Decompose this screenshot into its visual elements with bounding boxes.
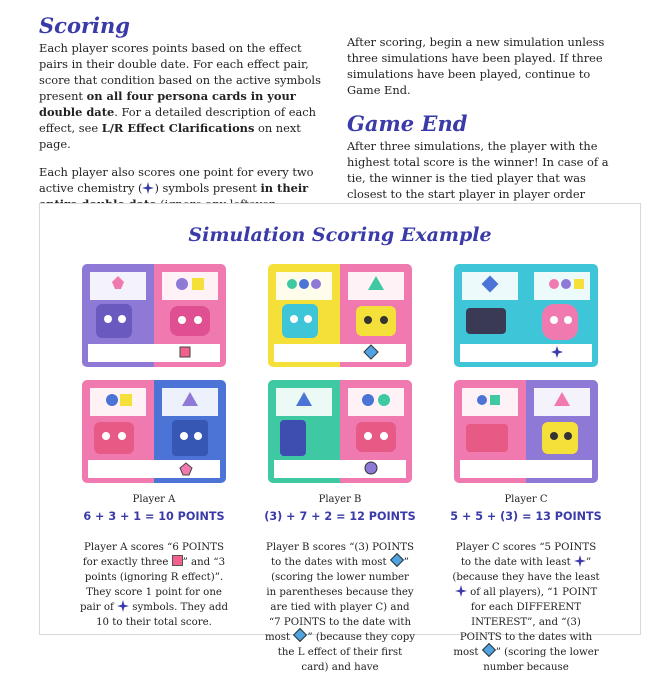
diamond-symbol-icon (293, 628, 307, 642)
player-a-name: Player A (132, 494, 176, 505)
game-end-paragraph: After three simulations, the player with the highest total score is the winner! In case of a tie, the winner is the tied player that was closest to the start player in player order (347, 139, 609, 201)
text-run: symbols. They add 10 to their total score. (96, 602, 229, 628)
text-run: . For a detailed description of each effect, see (39, 105, 317, 135)
player-c-description (451, 540, 601, 675)
text-run: of all players), “1 POINT for each DIFFERENT INTEREST”, and “(3) POINTS to the dates with most (453, 587, 598, 658)
scoring-heading: Scoring (39, 13, 130, 38)
player-b-score: (3) + 7 + 2 = 12 POINTS (264, 510, 416, 523)
scoring-paragraph-1 (39, 40, 322, 152)
diamond-symbol-icon (390, 553, 404, 567)
text-run: Each player scores points based on the effect pairs in their double date. For each effect pair, score that condition based on the active symbols present (39, 41, 321, 103)
card-player-a-bottom (82, 380, 226, 483)
square-symbol-icon (172, 555, 183, 566)
after-scoring-paragraph: After scoring, begin a new simulation unless three simulations have been played. If three simulations have been played, continue to Game End. (347, 35, 605, 97)
text-run: ” and “3 points (ignoring R effect)”. They score 1 point for one pair of (79, 557, 226, 613)
bold-run: on all four persona cards in your double date (39, 89, 296, 119)
text-run: Player A scores “6 POINTS for exactly three (82, 542, 224, 568)
diamond-symbol-icon (482, 643, 496, 657)
chemistry-icon (455, 585, 467, 597)
player-b-name: Player B (318, 494, 362, 505)
text-run: ” (scoring the lower number in parentheses because they are tied with player C) and “7 POINTS to the date with most (265, 557, 414, 643)
game-end-section (347, 12, 609, 230)
chemistry-icon (142, 182, 154, 194)
text-run: ” (because they have the least (452, 557, 600, 583)
text-run: ) symbols present (154, 181, 261, 195)
text-run: ” (because they copy the L effect of their first card) and have (277, 632, 415, 673)
example-title: Simulation Scoring Example (188, 224, 492, 246)
card-player-a-top (82, 264, 226, 367)
text-run: on next page. (39, 121, 301, 151)
player-a-score: 6 + 3 + 1 = 10 POINTS (83, 510, 225, 523)
card-player-c-top (454, 264, 598, 367)
bold-run: in their (260, 181, 309, 195)
card-player-b-bottom (268, 380, 412, 483)
card-player-c-bottom (454, 380, 598, 483)
text-run: Each player also scores one point for every two active chemistry ( (39, 165, 314, 195)
player-c-score: 5 + 5 + (3) = 13 POINTS (450, 510, 602, 523)
text-run: ” (scoring the lower number because (483, 647, 599, 673)
text-run: Player B scores “(3) POINTS to the dates with most (265, 542, 415, 568)
player-c-name: Player C (504, 494, 548, 505)
card-player-b-top (268, 264, 412, 367)
player-b-description (265, 540, 415, 675)
player-a-description (79, 540, 229, 630)
effect-clarifications-ref: L/R Effect Clarifications (101, 121, 255, 135)
chemistry-icon (117, 600, 129, 612)
chemistry-icon (574, 555, 586, 567)
text-run: Player C scores “5 POINTS to the date with least (455, 542, 597, 568)
game-end-heading: Game End (347, 111, 468, 136)
example-box (39, 203, 641, 673)
